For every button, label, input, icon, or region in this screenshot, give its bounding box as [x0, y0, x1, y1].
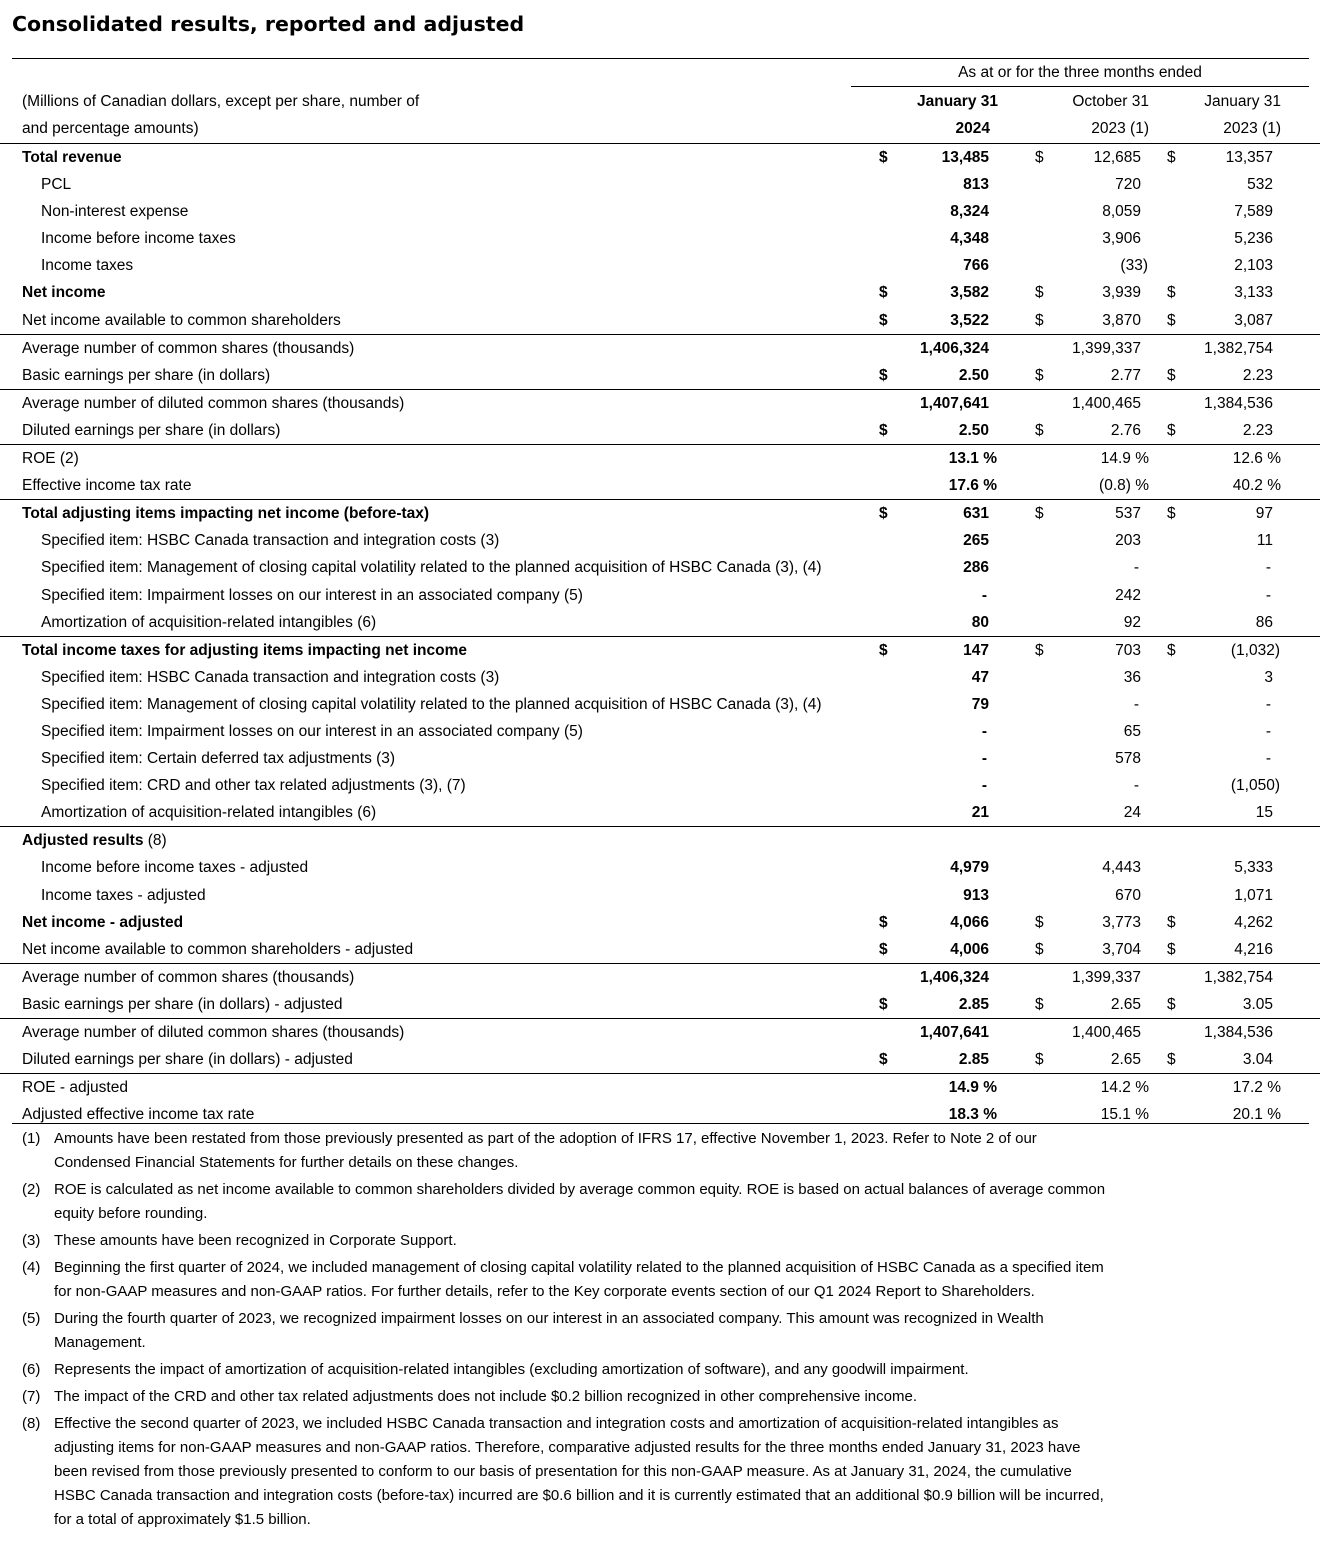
cell-value: 532: [1247, 176, 1273, 194]
cell-value: 1,406,324: [920, 968, 989, 986]
cell-value: 3,939: [1102, 284, 1141, 302]
cell-value: 4,006: [950, 940, 989, 958]
currency-symbol: $: [1035, 366, 1044, 384]
table-row: [0, 307, 1320, 334]
table-row: [0, 554, 1320, 581]
row-label: ROE (2): [22, 450, 79, 468]
page-title: Consolidated results, reported and adjusted: [12, 12, 525, 36]
cell-value: 5,236: [1234, 230, 1273, 248]
footnote: [22, 1256, 1112, 1304]
cell-value: 631: [963, 505, 989, 523]
cell-value: -: [981, 777, 987, 795]
cell-value: 65: [1123, 722, 1141, 740]
cell-value: 1,071: [1234, 886, 1273, 904]
currency-symbol: $: [879, 641, 888, 659]
footnote-number: (5): [22, 1310, 41, 1327]
row-label: Amortization of acquisition-related intangibles (6): [41, 613, 377, 631]
cell-value: (1,032): [1230, 641, 1280, 659]
cell-value: 1,406,324: [920, 339, 989, 357]
cell-value: 3,906: [1102, 230, 1141, 248]
currency-symbol: $: [879, 311, 888, 329]
row-label: Income taxes: [41, 257, 134, 275]
currency-symbol: $: [1035, 149, 1044, 166]
footnote-text: Effective the second quarter of 2023, we included HSBC Canada transaction and integration costs and amortization of acquisition-related intangibles as adjusting items for non-GAAP measures and non-GAAP ratios. Therefore, comparative adjusted results for the three months ended January 31, 2023 have been revised from those previously presented to conform to our basis of presentation for this non-GAAP measure. As at January 31, 2024, the cumulative HSBC Canada transaction and integration costs (before-tax) incurred are $0.6 billion and it is currently estimated that an additional $0.9 billion will be incurred, for a total of approximately $1.5 billion.: [54, 1415, 1104, 1528]
row-label: Diluted earnings per share (in dollars): [22, 421, 281, 439]
row-label: Income taxes - adjusted: [41, 886, 206, 904]
cell-value: 3,773: [1102, 913, 1141, 931]
cell-value: 147: [963, 641, 989, 659]
row-label: Basic earnings per share (in dollars) - adjusted: [22, 995, 343, 1013]
cell-value: 40.2 %: [1232, 477, 1281, 495]
currency-symbol: $: [1167, 913, 1176, 931]
cell-value: 720: [1115, 176, 1141, 194]
cell-value: 913: [963, 886, 989, 904]
table-row: [0, 527, 1320, 554]
row-label: Amortization of acquisition-related intangibles (6): [41, 804, 377, 822]
cell-value: 92: [1123, 613, 1141, 631]
cell-value: 36: [1123, 668, 1141, 686]
currency-symbol: $: [879, 913, 888, 931]
cell-value: 4,262: [1234, 913, 1273, 931]
currency-symbol: $: [1167, 1051, 1176, 1069]
row-label: ROE - adjusted: [22, 1079, 128, 1097]
cell-value: 2.85: [958, 1051, 989, 1069]
currency-symbol: $: [1167, 421, 1176, 439]
cell-value: 2.50: [958, 366, 989, 384]
footnote: [22, 1358, 1112, 1382]
cell-value: 13,485: [941, 149, 989, 166]
footnote-text: These amounts have been recognized in Corporate Support.: [54, 1232, 457, 1249]
table-row: [0, 1101, 1320, 1128]
cell-value: 265: [963, 532, 989, 550]
footnote-text: During the fourth quarter of 2023, we recognized impairment losses on our interest in an associated company. This amount was recognized in Wealth Management.: [54, 1310, 1044, 1351]
cell-value: 1,384,536: [1204, 1024, 1273, 1041]
table-row: [0, 279, 1320, 306]
row-label: Income before income taxes - adjusted: [41, 859, 309, 877]
currency-symbol: $: [1167, 995, 1176, 1013]
row-label: Total income taxes for adjusting items impacting net income: [22, 641, 467, 659]
cell-value: 4,979: [950, 859, 989, 877]
table-row: [0, 636, 1320, 664]
cell-value: -: [1265, 559, 1271, 577]
table-row: [0, 225, 1320, 252]
cell-value: 670: [1115, 886, 1141, 904]
cell-value: 578: [1115, 750, 1141, 768]
cell-value: 286: [963, 559, 989, 577]
row-label: Specified item: HSBC Canada transaction and integration costs (3): [41, 532, 500, 550]
cell-value: 3,582: [950, 284, 989, 302]
table-row: [0, 854, 1320, 881]
cell-value: 79: [971, 695, 989, 713]
currency-symbol: $: [1167, 366, 1176, 384]
col-header-jan2024-line2: 2024: [955, 120, 990, 137]
cell-value: 12.6 %: [1232, 450, 1281, 468]
table-row: [0, 1018, 1320, 1046]
cell-value: -: [1265, 586, 1271, 604]
row-label: Net income - adjusted: [22, 913, 184, 931]
results-table: [0, 143, 1320, 1128]
cell-value: 13,357: [1225, 149, 1273, 166]
cell-value: 4,066: [950, 913, 989, 931]
footnote-number: (2): [22, 1181, 41, 1198]
cell-value: 537: [1115, 505, 1141, 523]
row-label: Adjusted results (8): [22, 832, 167, 850]
table-row: [0, 198, 1320, 225]
footnote-number: (1): [22, 1130, 41, 1147]
cell-value: 4,216: [1234, 940, 1273, 958]
row-label: Specified item: HSBC Canada transaction and integration costs (3): [41, 668, 500, 686]
cell-value: -: [1133, 559, 1139, 577]
row-label: Average number of diluted common shares (thousands): [22, 1024, 405, 1041]
currency-symbol: $: [1167, 940, 1176, 958]
cell-value: 2.23: [1242, 421, 1273, 439]
cell-value: 3: [1264, 668, 1273, 686]
cell-value: 14.2 %: [1100, 1079, 1149, 1097]
table-row: [0, 963, 1320, 991]
table-row: [0, 252, 1320, 279]
cell-value: 8,324: [950, 203, 989, 221]
table-row: [0, 472, 1320, 499]
cell-value: -: [1265, 750, 1271, 768]
cell-value: 2.23: [1242, 366, 1273, 384]
col-header-oct2023-line1: October 31: [1072, 93, 1149, 110]
cell-value: 2.76: [1110, 421, 1141, 439]
currency-symbol: $: [879, 1051, 888, 1069]
table-row: [0, 1046, 1320, 1073]
cell-value: 242: [1115, 586, 1141, 604]
units-label-line1: (Millions of Canadian dollars, except per share, number of: [22, 93, 420, 110]
table-row: [0, 582, 1320, 609]
currency-symbol: $: [879, 149, 888, 166]
cell-value: 3.05: [1242, 995, 1273, 1013]
cell-value: (33): [1120, 257, 1148, 275]
table-row: [0, 499, 1320, 527]
footnote: [22, 1229, 1112, 1253]
currency-symbol: $: [1167, 284, 1176, 302]
cell-value: (0.8) %: [1099, 477, 1149, 495]
row-label: Diluted earnings per share (in dollars) - adjusted: [22, 1051, 353, 1069]
currency-symbol: $: [1167, 149, 1176, 166]
table-row: [0, 909, 1320, 936]
row-label: Net income: [22, 284, 106, 302]
row-label: Average number of diluted common shares (thousands): [22, 394, 405, 412]
row-label-note: (8): [143, 832, 167, 850]
cell-value: 2.50: [958, 421, 989, 439]
table-row: [0, 143, 1320, 171]
cell-value: 15: [1255, 804, 1273, 822]
footnote-text: Represents the impact of amortization of acquisition-related intangibles (excluding amortization of software), and any goodwill impairment.: [54, 1361, 969, 1378]
row-label: Non-interest expense: [41, 203, 189, 221]
currency-symbol: $: [879, 505, 888, 523]
row-label: Total revenue: [22, 149, 122, 166]
cell-value: 86: [1255, 613, 1273, 631]
footnote: [22, 1385, 1112, 1409]
footnote-number: (3): [22, 1232, 41, 1249]
row-label: Effective income tax rate: [22, 477, 192, 495]
cell-value: 1,400,465: [1072, 394, 1141, 412]
row-label: Net income available to common shareholders - adjusted: [22, 940, 414, 958]
table-row: [0, 718, 1320, 745]
footnote-text: ROE is calculated as net income available to common shareholders divided by average common equity. ROE is based on actual balances of average common equity before rounding.: [54, 1181, 1106, 1222]
table-row: [0, 171, 1320, 198]
currency-symbol: $: [879, 366, 888, 384]
footnote: [22, 1307, 1112, 1355]
cell-value: -: [981, 586, 987, 604]
currency-symbol: $: [879, 940, 888, 958]
footnotes: [22, 1127, 1112, 1535]
cell-value: 1,399,337: [1072, 339, 1141, 357]
cell-value: 7,589: [1234, 203, 1273, 221]
cell-value: -: [1133, 777, 1139, 795]
currency-symbol: $: [879, 421, 888, 439]
currency-symbol: $: [1167, 505, 1176, 523]
cell-value: 766: [963, 257, 989, 275]
currency-symbol: $: [1035, 311, 1044, 329]
cell-value: 8,059: [1102, 203, 1141, 221]
cell-value: 14.9 %: [948, 1079, 997, 1097]
cell-value: -: [981, 722, 987, 740]
row-label: Specified item: Management of closing capital volatility related to the planned acquisition of HSBC Canada (3), (4): [41, 559, 822, 577]
table-row: [0, 826, 1320, 854]
row-label: Specified item: Management of closing capital volatility related to the planned acquisition of HSBC Canada (3), (4): [41, 695, 822, 713]
col-header-jan2023-line2: 2023 (1): [1223, 120, 1281, 137]
cell-value: 1,407,641: [920, 394, 989, 412]
cell-value: 3,870: [1102, 311, 1141, 329]
row-label: Specified item: CRD and other tax related adjustments (3), (7): [41, 777, 466, 795]
footnote-text: The impact of the CRD and other tax related adjustments does not include $0.2 billion recognized in other comprehensive income.: [54, 1388, 917, 1405]
cell-value: -: [1265, 695, 1271, 713]
row-label: Average number of common shares (thousands): [22, 339, 355, 357]
table-row: [0, 609, 1320, 636]
cell-value: 3,704: [1102, 940, 1141, 958]
col-header-oct2023-line2: 2023 (1): [1091, 120, 1149, 137]
cell-value: -: [1265, 722, 1271, 740]
cell-value: 17.6 %: [948, 477, 997, 495]
cell-value: 1,407,641: [920, 1024, 989, 1041]
currency-symbol: $: [879, 995, 888, 1013]
cell-value: 3.04: [1242, 1051, 1273, 1069]
currency-symbol: $: [1035, 1051, 1044, 1069]
footnote: [22, 1127, 1112, 1175]
currency-symbol: $: [1035, 913, 1044, 931]
cell-value: 21: [971, 804, 989, 822]
footnote-text: Beginning the first quarter of 2024, we included management of closing capital volatility related to the planned acquisition of HSBC Canada as a specified item for non-GAAP measures and non-GAAP ratios. For further details, refer to the Key corporate events section of our Q1 2024 Report to Shareholders.: [54, 1259, 1104, 1300]
cell-value: 20.1 %: [1232, 1106, 1281, 1124]
footnote: [22, 1178, 1112, 1226]
cell-value: 97: [1255, 505, 1273, 523]
row-label: Total adjusting items impacting net income (before-tax): [22, 505, 430, 523]
cell-value: 5,333: [1234, 859, 1273, 877]
currency-symbol: $: [1035, 284, 1044, 302]
cell-value: 2.77: [1110, 366, 1141, 384]
currency-symbol: $: [1167, 311, 1176, 329]
table-row: [0, 1073, 1320, 1101]
currency-symbol: $: [1035, 641, 1044, 659]
cell-value: 13.1 %: [948, 450, 997, 468]
footnote-number: (8): [22, 1415, 41, 1432]
cell-value: 15.1 %: [1100, 1106, 1149, 1124]
cell-value: 11: [1256, 532, 1273, 550]
table-top-rule: [12, 58, 1309, 59]
cell-value: 12,685: [1093, 149, 1141, 166]
cell-value: 47: [971, 668, 989, 686]
footnote-number: (4): [22, 1259, 41, 1276]
table-row: [0, 772, 1320, 799]
col-header-jan2024-line1: January 31: [917, 93, 998, 110]
table-row: [0, 799, 1320, 826]
cell-value: 3,133: [1234, 284, 1273, 302]
row-label: Average number of common shares (thousands): [22, 968, 355, 986]
table-row: [0, 444, 1320, 472]
units-label-line2: and percentage amounts): [22, 120, 199, 137]
cell-value: 2,103: [1234, 257, 1273, 275]
cell-value: (1,050): [1230, 777, 1280, 795]
table-row: [0, 691, 1320, 718]
cell-value: -: [981, 750, 987, 768]
currency-symbol: $: [1167, 641, 1176, 659]
cell-value: 2.65: [1110, 1051, 1141, 1069]
footnote-number: (7): [22, 1388, 41, 1405]
cell-value: 14.9 %: [1100, 450, 1149, 468]
cell-value: 1,384,536: [1204, 394, 1273, 412]
cell-value: 1,382,754: [1204, 339, 1273, 357]
cell-value: 813: [963, 176, 989, 194]
footnote-number: (6): [22, 1361, 41, 1378]
row-label: Income before income taxes: [41, 230, 236, 248]
cell-value: 18.3 %: [948, 1106, 997, 1124]
table-bottom-rule: [12, 1123, 1309, 1124]
table-row: [0, 664, 1320, 691]
cell-value: -: [1133, 695, 1139, 713]
period-header: As at or for the three months ended: [851, 60, 1309, 87]
cell-value: 203: [1115, 532, 1141, 550]
footnote: [22, 1412, 1112, 1532]
row-label: PCL: [41, 176, 72, 194]
table-row: [0, 417, 1320, 444]
cell-value: 4,443: [1102, 859, 1141, 877]
cell-value: 24: [1123, 804, 1141, 822]
row-label: Basic earnings per share (in dollars): [22, 366, 271, 384]
footnote-text: Amounts have been restated from those previously presented as part of the adoption of IFRS 17, effective November 1, 2023. Refer to Note 2 of our Condensed Financial Statements for further details on these changes.: [54, 1130, 1037, 1171]
cell-value: 80: [971, 613, 989, 631]
cell-value: 4,348: [950, 230, 989, 248]
cell-value: 703: [1115, 641, 1141, 659]
cell-value: 1,382,754: [1204, 968, 1273, 986]
table-row: [0, 936, 1320, 963]
row-label: Specified item: Impairment losses on our interest in an associated company (5): [41, 722, 583, 740]
row-label: Specified item: Impairment losses on our interest in an associated company (5): [41, 586, 583, 604]
table-row: [0, 389, 1320, 417]
col-header-jan2023-line1: January 31: [1204, 93, 1281, 110]
row-label: Specified item: Certain deferred tax adjustments (3): [41, 750, 396, 768]
cell-value: 1,399,337: [1072, 968, 1141, 986]
table-row: [0, 745, 1320, 772]
row-label: Adjusted effective income tax rate: [22, 1106, 255, 1124]
table-row: [0, 882, 1320, 909]
row-label: Net income available to common shareholders: [22, 311, 341, 329]
table-row: [0, 362, 1320, 389]
currency-symbol: $: [1035, 505, 1044, 523]
cell-value: 3,087: [1234, 311, 1273, 329]
currency-symbol: $: [1035, 995, 1044, 1013]
table-row: [0, 334, 1320, 362]
currency-symbol: $: [879, 284, 888, 302]
cell-value: 2.65: [1110, 995, 1141, 1013]
cell-value: 1,400,465: [1072, 1024, 1141, 1041]
cell-value: 3,522: [950, 311, 989, 329]
currency-symbol: $: [1035, 421, 1044, 439]
cell-value: 17.2 %: [1232, 1079, 1281, 1097]
currency-symbol: $: [1035, 940, 1044, 958]
table-row: [0, 991, 1320, 1018]
cell-value: 2.85: [958, 995, 989, 1013]
